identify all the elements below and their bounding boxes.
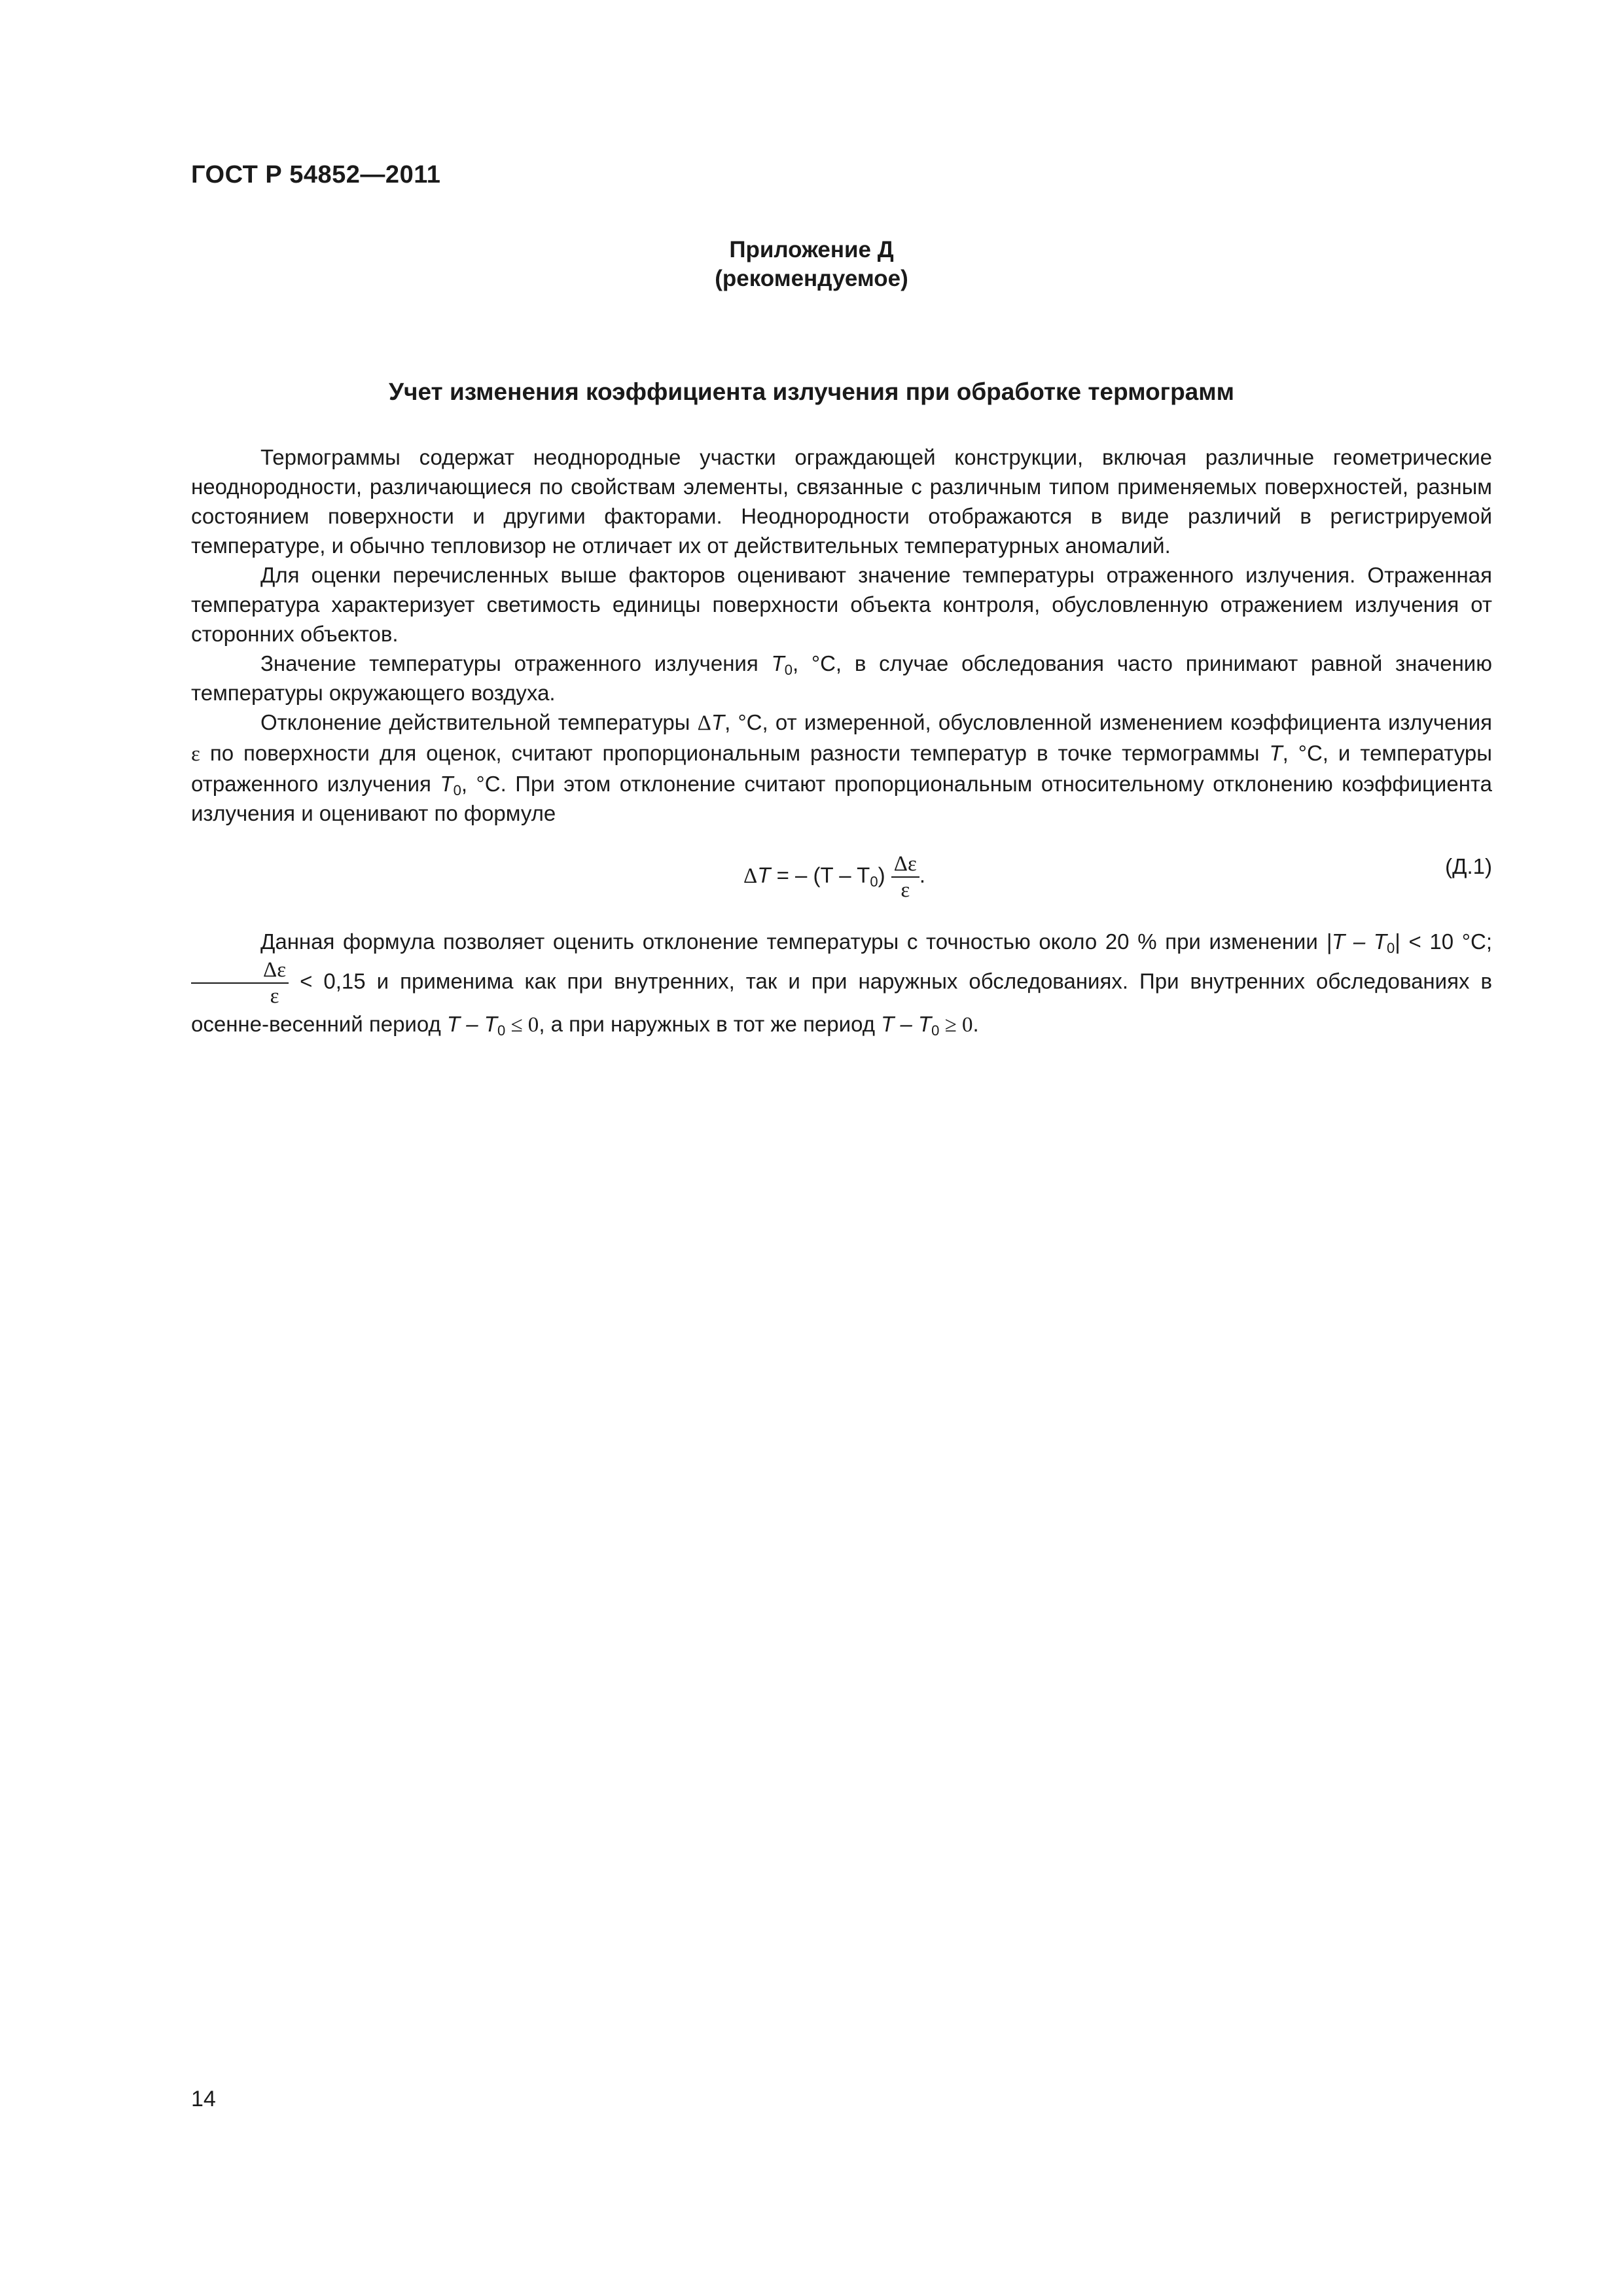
subscript-zero: 0 (453, 782, 461, 798)
formula-period: . (919, 863, 926, 888)
symbol-epsilon: ε (191, 742, 200, 766)
abs-expression: |T – T (1326, 929, 1387, 954)
paragraph-4-text-d: , °С, и температуры отраженного излучения (191, 741, 1492, 796)
subscript-zero: 0 (931, 1022, 940, 1039)
paragraph-4-text-c: по поверхности для оценок, считают пропорциональным разности температур в точке термограммы (200, 741, 1270, 765)
appendix-label: Приложение Д (729, 237, 894, 262)
section-heading: Учет изменения коэффициента излучения при обработке термограмм (388, 378, 1235, 405)
fraction-numerator: Δε (891, 852, 919, 878)
symbol-T: T (711, 710, 725, 734)
appendix-title (0, 236, 1623, 293)
subscript-zero: 0 (784, 662, 793, 678)
closing-paragraph-block (191, 926, 1492, 1041)
equation-number: (Д.1) (1445, 854, 1492, 878)
subscript-zero: 0 (497, 1022, 506, 1039)
subscript-zero: 0 (1387, 940, 1395, 956)
formula-close-paren: ) (878, 863, 885, 888)
subscript-zero: 0 (870, 873, 878, 890)
formula-expression (743, 852, 925, 903)
paragraph-5-text-d: , а при наружных в тот же период (539, 1012, 882, 1036)
page-number: 14 (191, 2087, 216, 2111)
abs-close: | (1395, 929, 1400, 954)
paragraph-4 (191, 708, 1492, 828)
symbol-T: T (440, 772, 454, 796)
formula-d1 (191, 837, 1492, 900)
paragraph-3-text-b: , °С, в случае обследования часто принимают равной значению температуры окружающего воздуха. (191, 651, 1492, 705)
inline-fraction-numerator: Δε (191, 958, 289, 984)
paragraph-2: Для оценки перечисленных выше факторов оценивают значение температуры отраженного излучения. Отраженная температура характеризует светимость единицы поверхности объекта контроля, обусловленную отражением излучения от сторонних объектов. (191, 563, 1492, 646)
fraction-denominator: ε (901, 878, 910, 902)
ge-zero: ≥ 0 (939, 1013, 973, 1037)
formula-middle: = – (T – T (770, 863, 870, 888)
symbol-T: T (1269, 741, 1283, 765)
standard-identifier: ГОСТ Р 54852—2011 (191, 161, 441, 188)
formula-lhs-delta: Δ (743, 864, 758, 888)
paragraph-5-text-e: . (972, 1012, 979, 1036)
paragraph-4-text-e: , °С. При этом отклонение считают пропорциональным относительному отклонению коэффициента излучения и оценивают по формуле (191, 772, 1493, 825)
paragraph-5-text-b: < 10 °С; (1400, 929, 1492, 954)
le-zero: ≤ 0 (505, 1013, 539, 1037)
document-body (191, 442, 1492, 1041)
paragraph-1: Термограммы содержат неоднородные участки ограждающей конструкции, включая различные геометрические неоднородности, различающиеся по свойствам элементы, связанные с различным типом применяемых поверхностей, разным состоянием поверхности и другими факторами. Неоднородности отображаются в виде различий в регистрируемой температуре, и обычно тепловизор не отличает их от действительных температурных аномалий. (191, 445, 1492, 558)
symbol-delta: Δ (697, 711, 711, 735)
inline-fraction (191, 958, 289, 1009)
paragraph-5-text-c: < 0,15 и применима как при внутренних, так и при наружных обследованиях. При внутренних обследованиях в осенне-весенний период (191, 969, 1492, 1036)
inline-fraction-denominator: ε (270, 984, 279, 1008)
symbol-T: T (771, 651, 785, 675)
paragraph-5-text-a: Данная формула позволяет оценить отклонение температуры с точностью около 20 % при изменении (260, 929, 1327, 954)
appendix-status: (рекомендуемое) (715, 266, 908, 291)
paragraph-3-text-a: Значение температуры отраженного излучения (260, 651, 772, 675)
formula-lhs-T: T (757, 863, 771, 888)
paragraph-3 (191, 649, 1492, 708)
difference-expression: T – T (446, 1012, 497, 1036)
formula-fraction (891, 852, 919, 903)
difference-expression: T – T (881, 1012, 932, 1036)
paragraph-4-text-a: Отклонение действительной температуры (260, 710, 698, 734)
paragraph-4-text-b: , °С, от измеренной, обусловленной изменением коэффициента излучения (724, 710, 1492, 734)
paragraph-5 (191, 926, 1492, 1041)
